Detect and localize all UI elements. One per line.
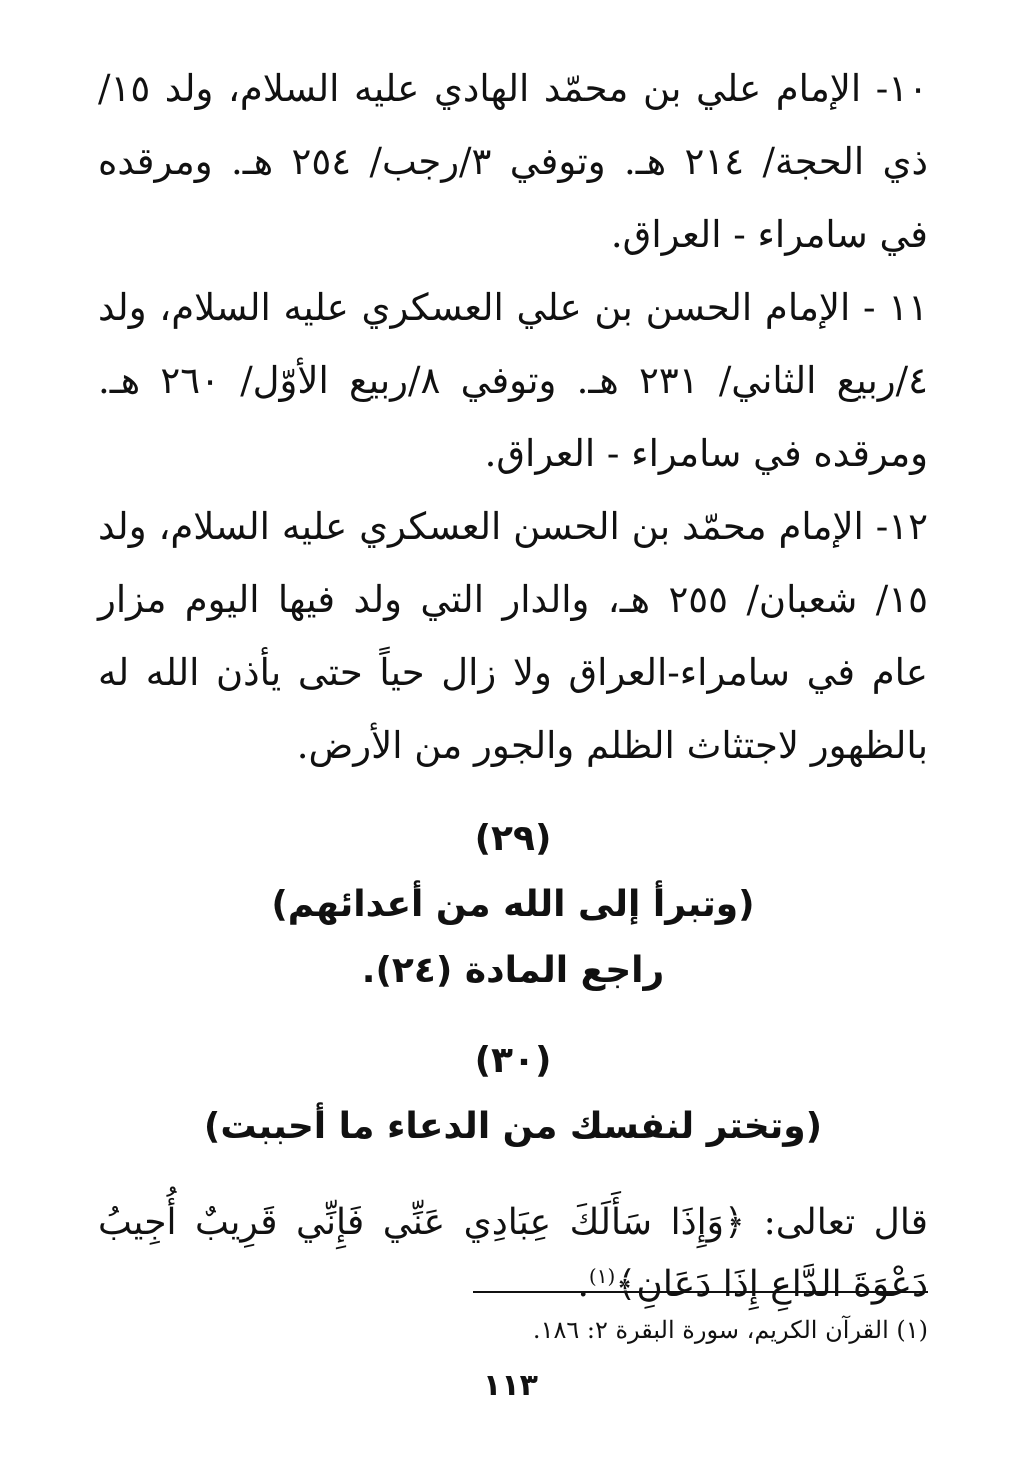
footnote-marker: (١): [588, 1264, 616, 1288]
quran-intro: قال تعالى:: [745, 1202, 928, 1243]
quran-end: .: [577, 1264, 589, 1305]
section-30-title: (وتختر لنفسك من الدعاء ما أحببت): [203, 1106, 823, 1147]
section-29-reference: راجع المادة (٢٤).: [361, 950, 665, 991]
section-29-number: (٢٩): [474, 818, 552, 859]
section-29: [98, 806, 928, 1004]
paragraph-imam-hadi: ١٠- الإمام علي بن محمّد الهادي عليه السلام، ولد ١٥/ذي الحجة/ ٢١٤ هـ. وتوفي ٣/رجب/ ٢٥٤ هـ. ومرقده في سامراء - العراق.: [98, 67, 928, 256]
footnote-divider: [473, 1291, 928, 1293]
paragraph-imam-mahdi: ١٢- الإمام محمّد بن الحسن العسكري عليه السلام، ولد ١٥/ شعبان/ ٢٥٥ هـ، والدار التي ولد فيها اليوم مزار عام في سامراء-العراق ولا زال حياً حتى يأذن الله له بالظهور لاجتثاث الظلم والجور من الأرض.: [98, 505, 928, 767]
page-number: ١١٣: [483, 1368, 538, 1403]
footnote: (١) القرآن الكريم، سورة البقرة ٢: ١٨٦.: [532, 1316, 928, 1344]
section-29-title: (وتبرأ إلى الله من أعدائهم): [271, 884, 755, 925]
section-30-number: (٣٠): [474, 1040, 552, 1081]
quran-paragraph: [98, 1192, 928, 1316]
quran-verse: ﴿وَإِذَا سَأَلَكَ عِبَادِي عَنِّي فَإِنِّي قَرِيبٌ أُجِيبُ دَعْوَةَ الدَّاعِ إِذَا دَعَانِ﴾: [98, 1202, 928, 1305]
page-body: [98, 52, 928, 1316]
paragraph-imam-hasan-askari: ١١ - الإمام الحسن بن علي العسكري عليه السلام، ولد ٤/ربيع الثاني/ ٢٣١ هـ. وتوفي ٨/ربيع الأوّل/ ٢٦٠ هـ. ومرقده في سامراء - العراق.: [98, 286, 929, 475]
section-30: [98, 1028, 928, 1160]
